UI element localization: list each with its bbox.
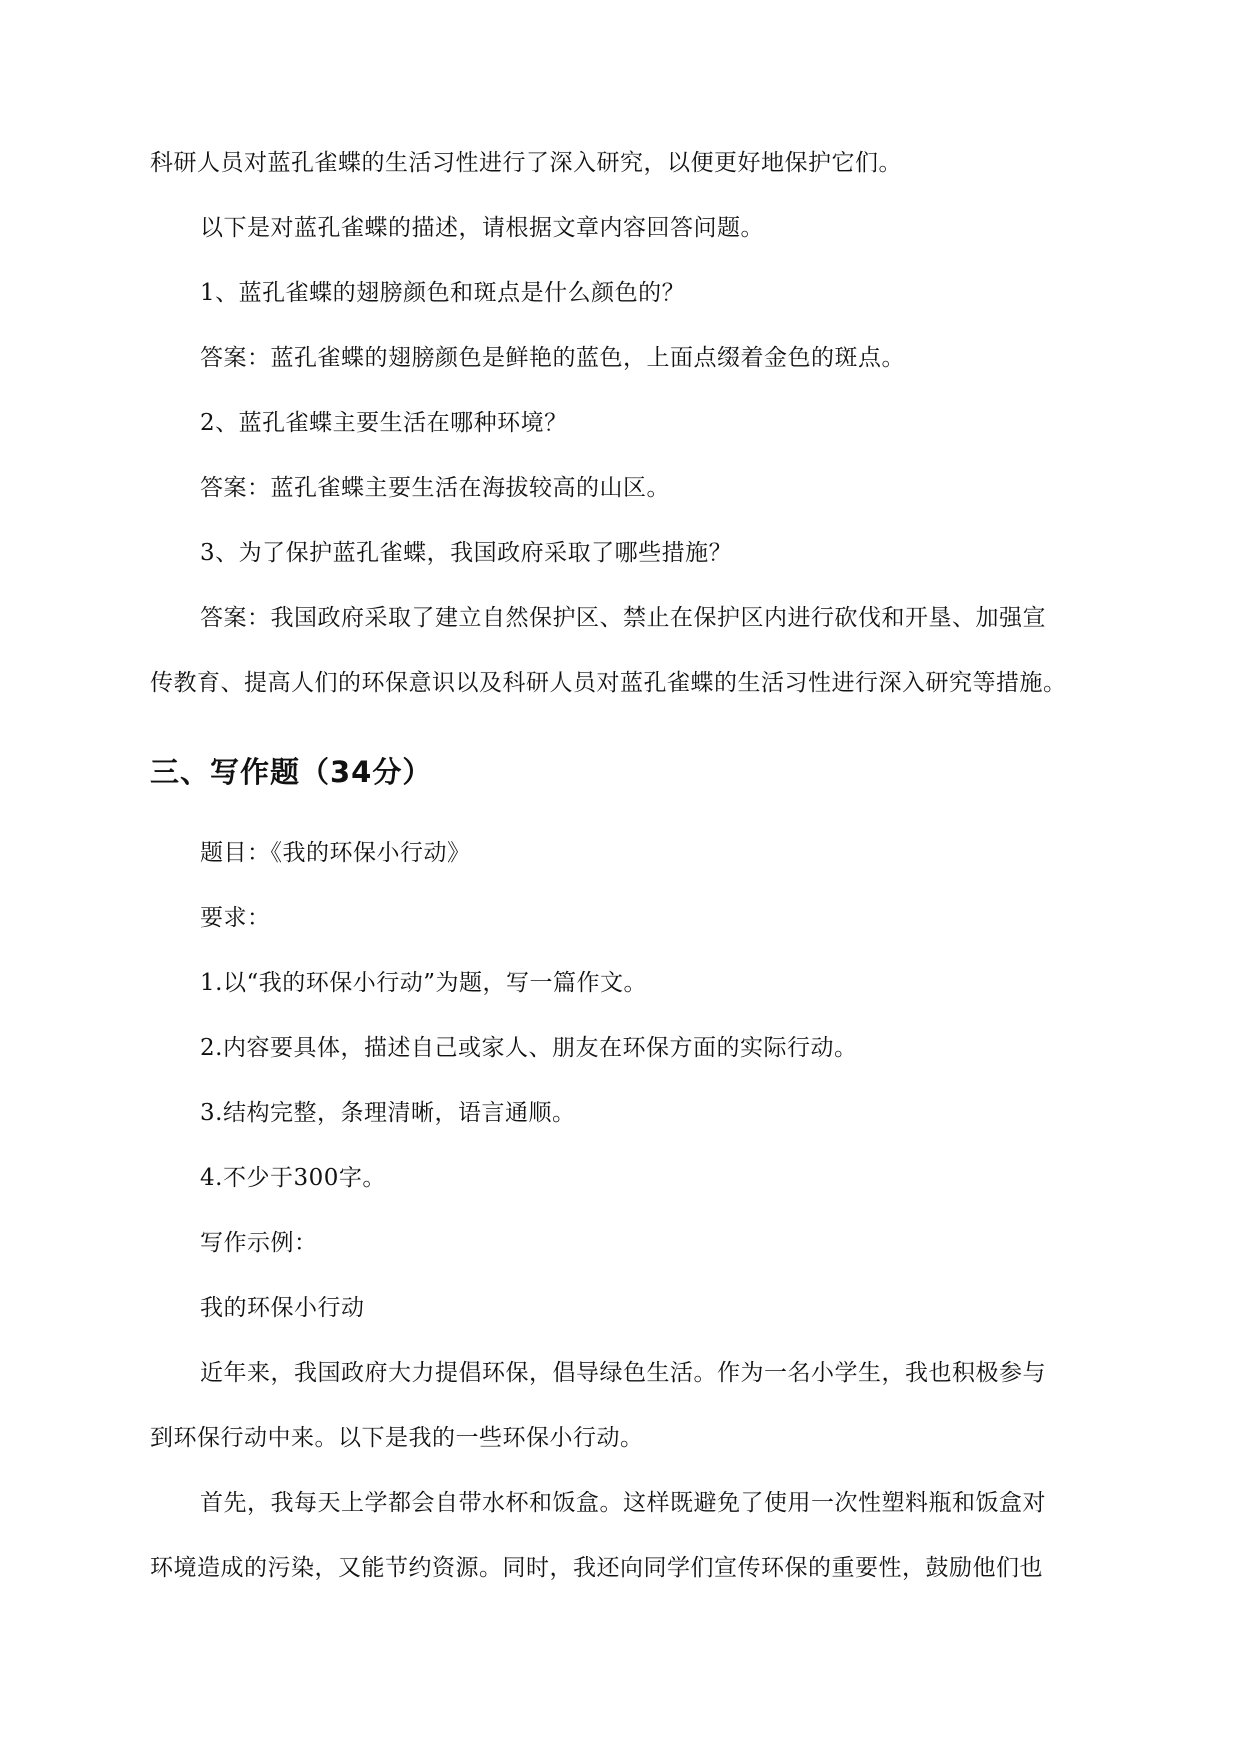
- answer-3-line-2: 传教育、提高人们的环保意识以及科研人员对蓝孔雀蝶的生活习性进行深入研究等措施。: [150, 670, 1067, 696]
- essay-topic: 题目：《我的环保小行动》: [200, 840, 471, 866]
- example-title: 我的环保小行动: [200, 1295, 365, 1321]
- requirement-1: 1.以“我的环保小行动”为题，写一篇作文。: [200, 970, 647, 996]
- question-3: 3、为了保护蓝孔雀蝶，我国政府采取了哪些措施？: [200, 540, 733, 566]
- requirement-2: 2.内容要具体，描述自己或家人、朋友在环保方面的实际行动。: [200, 1035, 858, 1061]
- answer-2: 答案：蓝孔雀蝶主要生活在海拔较高的山区。: [200, 475, 670, 501]
- requirement-3: 3.结构完整，条理清晰，语言通顺。: [200, 1100, 576, 1126]
- paragraph-tail: 科研人员对蓝孔雀蝶的生活习性进行了深入研究，以便更好地保护它们。: [150, 150, 902, 176]
- question-2: 2、蓝孔雀蝶主要生活在哪种环境？: [200, 410, 568, 436]
- question-1: 1、蓝孔雀蝶的翅膀颜色和斑点是什么颜色的？: [200, 280, 686, 306]
- questions-intro: 以下是对蓝孔雀蝶的描述，请根据文章内容回答问题。: [200, 215, 764, 241]
- example-paragraph-1-line-1: 近年来，我国政府大力提倡环保，倡导绿色生活。作为一名小学生，我也积极参与: [200, 1360, 1046, 1386]
- requirement-4: 4.不少于300字。: [200, 1165, 386, 1191]
- example-label: 写作示例：: [200, 1230, 318, 1256]
- example-paragraph-2-line-1: 首先，我每天上学都会自带水杯和饭盒。这样既避免了使用一次性塑料瓶和饭盒对: [200, 1490, 1046, 1516]
- requirements-label: 要求：: [200, 905, 271, 931]
- example-paragraph-2-line-2: 环境造成的污染，又能节约资源。同时，我还向同学们宣传环保的重要性，鼓励他们也: [150, 1555, 1043, 1581]
- section-heading: 三、写作题（34分）: [150, 755, 433, 789]
- example-paragraph-1-line-2: 到环保行动中来。以下是我的一些环保小行动。: [150, 1425, 644, 1451]
- answer-3-line-1: 答案：我国政府采取了建立自然保护区、禁止在保护区内进行砍伐和开垦、加强宣: [200, 605, 1046, 631]
- answer-1: 答案：蓝孔雀蝶的翅膀颜色是鲜艳的蓝色，上面点缀着金色的斑点。: [200, 345, 905, 371]
